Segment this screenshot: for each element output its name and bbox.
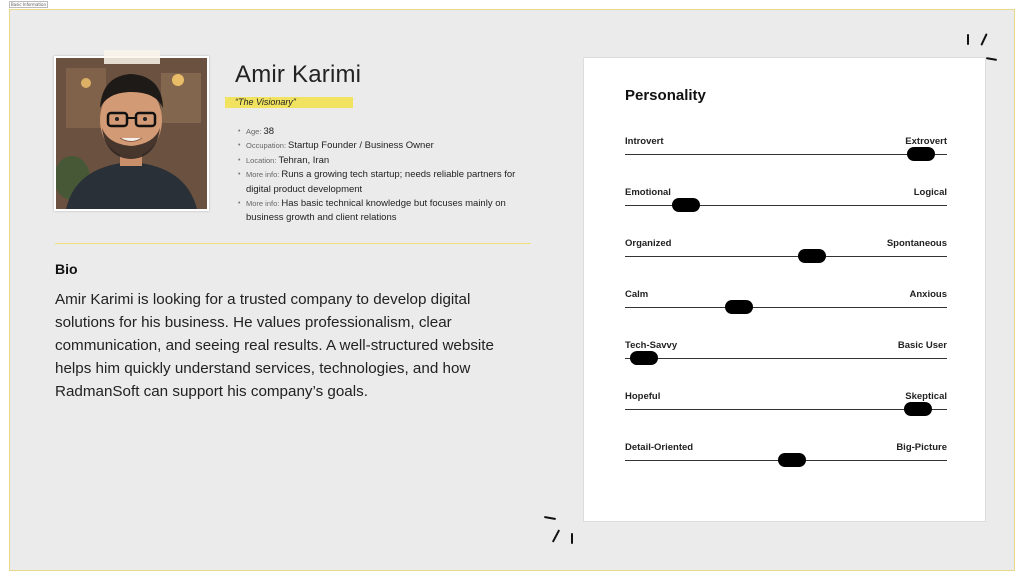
persona-nickname: “The Visionary” [225,97,353,108]
trait-left-label: Hopeful [625,391,661,402]
info-label: More info: [246,199,280,209]
info-label: Location: [246,155,277,165]
section-divider [55,243,531,244]
personality-card [583,57,986,522]
info-label: More info: [246,170,280,180]
portrait-illustration [56,58,207,209]
trait-right-label: Anxious [909,289,947,300]
bio-text: Amir Karimi is looking for a trusted company to develop digital solutions for his business. He values professionalism, clear communication, and seeing real results. A well-structured website helps him quickly understand services, technologies, and how RadmanSoft can support his company’s goals. [55,291,494,400]
doodle-stroke-icon [967,34,969,45]
trait-slider-knob[interactable] [672,198,700,212]
trait-right-label: Spontaneous [886,238,947,249]
trait-track [625,409,947,410]
trait-left-label: Organized [625,238,672,249]
trait-slider-knob[interactable] [630,351,658,365]
info-value: Runs a growing tech startup; needs reliable partners for digital product development [246,169,516,195]
trait-introvert-extrovert [625,136,947,166]
bio-title: Bio [55,261,78,277]
trait-track [625,358,947,359]
persona-info-list [238,125,518,226]
trait-hopeful-skeptical [625,391,947,421]
info-item-more-info [238,197,518,226]
profile-photo [54,56,209,211]
info-item-location [238,154,518,168]
trait-calm-anxious [625,289,947,319]
portrait-image [56,58,207,209]
trait-left-label: Tech-Savvy [625,340,678,351]
info-item-age [238,125,518,139]
trait-left-label: Calm [625,289,649,300]
trait-track [625,154,947,155]
trait-right-label: Big-Picture [896,442,947,453]
personality-title: Personality [625,87,706,104]
photo-tape [104,50,160,64]
info-item-more-info [238,168,518,197]
persona-name: Amir Karimi [235,61,362,88]
trait-right-label: Basic User [897,340,947,351]
trait-emotional-logical [625,187,947,217]
trait-left-label: Detail-Oriented [625,442,694,453]
info-value: Has basic technical knowledge but focuses mainly on business growth and client relations [246,198,506,224]
trait-right-label: Extrovert [905,136,947,147]
doodle-stroke-icon [571,533,573,544]
trait-organized-spontaneous [625,238,947,268]
section-tag: Basic Information [11,2,47,7]
info-item-occupation [238,139,518,153]
trait-left-label: Emotional [625,187,671,198]
trait-track [625,256,947,257]
info-value: Startup Founder / Business Owner [288,140,434,152]
trait-slider-knob[interactable] [725,300,753,314]
trait-right-label: Skeptical [905,391,947,402]
info-value: 38 [263,126,275,137]
trait-slider-knob[interactable] [904,402,932,416]
trait-slider-knob[interactable] [907,147,935,161]
info-label: Occupation: [246,141,287,151]
trait-detail-bigpicture [625,442,947,472]
trait-slider-knob[interactable] [798,249,826,263]
trait-track [625,307,947,308]
trait-right-label: Logical [913,187,947,198]
info-value: Tehran, Iran [278,154,330,166]
trait-slider-knob[interactable] [778,453,806,467]
info-label: Age: [246,127,262,136]
trait-left-label: Introvert [625,136,664,147]
trait-techsavvy-basicuser [625,340,947,370]
